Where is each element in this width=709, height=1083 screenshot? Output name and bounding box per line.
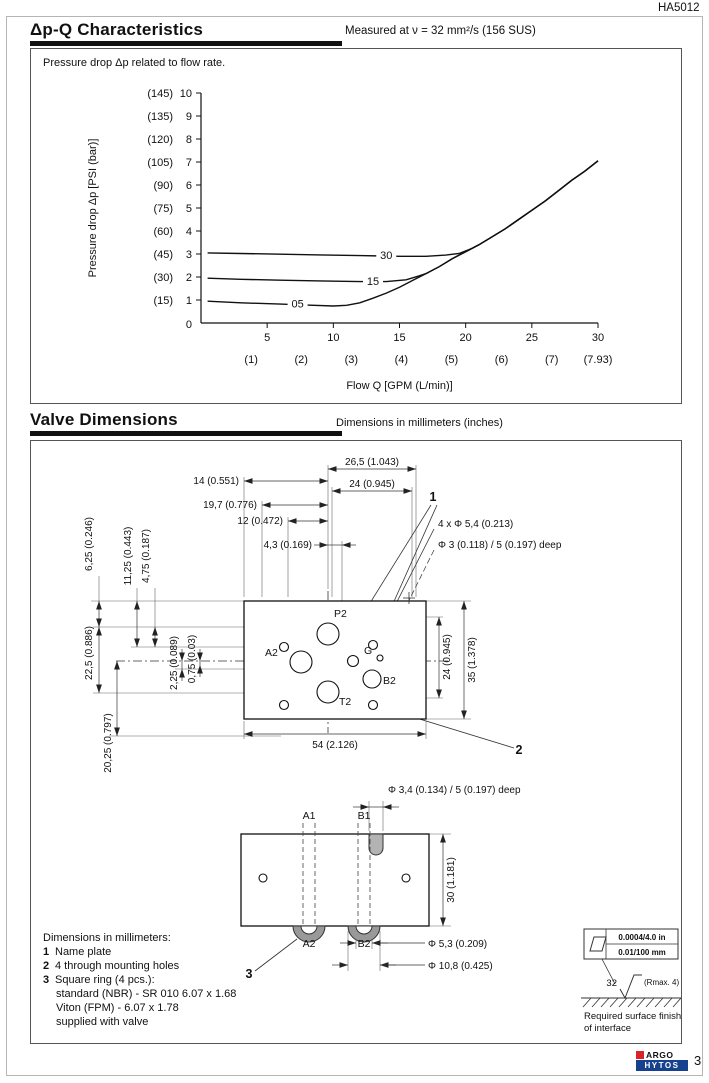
port-a2-hole bbox=[290, 651, 312, 673]
dim-4-75: 4,75 (0.187) bbox=[141, 529, 152, 583]
dim-22-5: 22,5 (0.886) bbox=[84, 626, 95, 680]
y-tick-label: 2 bbox=[185, 272, 192, 284]
mounting-hole bbox=[280, 701, 289, 710]
y-tick-label: 8 bbox=[185, 134, 192, 146]
port-p2-hole bbox=[317, 623, 339, 645]
valve-body-top-view bbox=[116, 591, 451, 733]
dim-24-right: 24 (0.945) bbox=[442, 634, 453, 680]
surface-caption-1: Required surface finish bbox=[584, 1011, 681, 1022]
section2-title-underline bbox=[30, 431, 342, 436]
dim-6-25: 6,25 (0.246) bbox=[84, 517, 95, 571]
y-tick-label: 7 bbox=[185, 157, 192, 169]
pq-chart bbox=[31, 49, 681, 403]
y-tick-label: 4 bbox=[185, 226, 192, 238]
section2-title: Valve Dimensions bbox=[30, 410, 178, 429]
document-number: HA5012 bbox=[658, 2, 700, 14]
logo-red-square-icon bbox=[636, 1051, 644, 1059]
logo-row-hytos: HYTOS bbox=[636, 1060, 688, 1071]
x-tick-label: 5 bbox=[264, 332, 271, 344]
roughness-check-icon bbox=[620, 975, 642, 998]
y-tick-label: 3 bbox=[185, 249, 192, 261]
section2-subtitle: Dimensions in millimeters (inches) bbox=[336, 417, 503, 429]
note-item-1: 1 Name plate bbox=[43, 946, 112, 958]
screw-hole bbox=[259, 874, 267, 882]
valve-bottom-view bbox=[241, 785, 521, 981]
x-gpm-label: (5) bbox=[444, 354, 459, 366]
y-tick-label: 1 bbox=[185, 295, 192, 307]
section1-title-underline bbox=[30, 41, 342, 46]
note-item-3c: supplied with valve bbox=[56, 1016, 149, 1028]
port-g-label: G bbox=[364, 645, 373, 657]
surface-finish-symbol bbox=[581, 929, 681, 1034]
port-b2-hole bbox=[363, 670, 381, 688]
dim-10-8: Φ 10,8 (0.425) bbox=[428, 961, 493, 972]
y-tick-psi-label: (90) bbox=[153, 180, 173, 192]
tolerance-mm: 0.01/100 mm bbox=[618, 948, 666, 957]
y-tick-psi-label: (30) bbox=[153, 272, 173, 284]
x-tick-label: 25 bbox=[525, 332, 538, 344]
y-tick-psi-label: (145) bbox=[147, 88, 173, 100]
note-item-3a: standard (NBR) - SR 010 6.07 x 1.68 bbox=[56, 988, 237, 1000]
valve-body-outline-2 bbox=[241, 834, 429, 926]
surface-caption-2: of interface bbox=[584, 1023, 631, 1034]
note-num-3: 3 bbox=[43, 974, 50, 986]
x-gpm-label: (7.93) bbox=[583, 354, 613, 366]
x-gpm-label: (6) bbox=[494, 354, 509, 366]
y-tick-psi-label: (75) bbox=[153, 203, 173, 215]
dim-30: 30 (1.181) bbox=[446, 857, 457, 903]
y-tick-psi-label: (60) bbox=[153, 226, 173, 238]
screw-hole bbox=[402, 874, 410, 882]
port-a1-label: A1 bbox=[302, 810, 316, 822]
curve-label-05: 05 bbox=[291, 298, 304, 311]
pin-slot bbox=[369, 834, 383, 855]
roughness-rmax: (Rmax. 4) bbox=[644, 978, 680, 987]
y-axis-title: Pressure drop Δp [PSI (bar)] bbox=[87, 138, 99, 278]
y-tick-label: 10 bbox=[179, 88, 192, 100]
logo-row-argo: ARGO bbox=[636, 1050, 688, 1060]
x-gpm-label: (7) bbox=[544, 354, 559, 366]
y-tick-psi-label: (135) bbox=[147, 111, 173, 123]
port-p2-label: P2 bbox=[334, 608, 347, 620]
notes-title: Dimensions in millimeters: bbox=[43, 932, 171, 944]
section1-title: Δp-Q Characteristics bbox=[30, 20, 204, 39]
mounting-hole bbox=[369, 701, 378, 710]
port-g-hole bbox=[348, 656, 359, 667]
note-item-3b: Viton (FPM) - 6.07 x 1.78 bbox=[56, 1002, 179, 1014]
dim-54: 54 (2.126) bbox=[312, 740, 358, 751]
note-num-1: 1 bbox=[43, 946, 50, 958]
note-item-2: 2 4 through mounting holes bbox=[43, 960, 180, 972]
measured-at-note: Measured at ν = 32 mm²/s (156 SUS) bbox=[345, 25, 536, 37]
dim-4-3: 4,3 (0.169) bbox=[263, 540, 312, 551]
mounting-hole bbox=[280, 643, 289, 652]
note-item-3: 3 Square ring (4 pcs.): bbox=[43, 974, 155, 986]
dim-locating-pin: Φ 3 (0.118) / 5 (0.197) deep bbox=[438, 540, 562, 551]
port-a2-label-2: A2 bbox=[302, 938, 316, 950]
x-gpm-label: (3) bbox=[344, 354, 359, 366]
dim-12: 12 (0.472) bbox=[237, 516, 283, 527]
port-b2-label-2: B2 bbox=[357, 938, 371, 950]
pq-chart-panel bbox=[30, 48, 682, 404]
dim-20-25: 20,25 (0.797) bbox=[103, 713, 114, 773]
dim-14: 14 (0.551) bbox=[193, 476, 239, 487]
valve-dimensions-panel bbox=[30, 440, 682, 1044]
port-b1-label: B1 bbox=[357, 810, 371, 822]
page-number: 3 bbox=[694, 1053, 702, 1068]
port-b2-label: B2 bbox=[383, 675, 396, 687]
notes-block bbox=[43, 931, 236, 1029]
origin-label: 0 bbox=[185, 319, 192, 331]
x-gpm-label: (1) bbox=[244, 354, 258, 366]
callout-3: 3 bbox=[245, 967, 253, 981]
y-tick-psi-label: (45) bbox=[153, 249, 173, 261]
y-tick-psi-label: (105) bbox=[147, 157, 173, 169]
callout-1: 1 bbox=[429, 490, 437, 504]
port-t2-hole bbox=[317, 681, 339, 703]
locating-pin-hole bbox=[377, 655, 383, 661]
y-tick-label: 9 bbox=[185, 111, 192, 123]
x-tick-label: 10 bbox=[327, 332, 340, 344]
dim-19-7: 19,7 (0.776) bbox=[203, 500, 257, 511]
argo-hytos-logo bbox=[636, 1050, 688, 1071]
dim-pin-2: Φ 3,4 (0.134) / 5 (0.197) deep bbox=[388, 785, 521, 796]
dim-2-25: 2,25 (0.089) bbox=[169, 636, 180, 690]
curve-label-30: 30 bbox=[380, 250, 393, 263]
x-axis-title: Flow Q [GPM (L/min)] bbox=[346, 380, 453, 392]
valve-top-view bbox=[84, 457, 562, 773]
chart-subtitle: Pressure drop Δp related to flow rate. bbox=[43, 57, 226, 69]
callout-2: 2 bbox=[515, 743, 523, 757]
x-tick-label: 20 bbox=[459, 332, 472, 344]
note-num-2: 2 bbox=[43, 960, 50, 972]
curve-label-15: 15 bbox=[366, 276, 380, 289]
dim-11-25: 11,25 (0.443) bbox=[123, 526, 134, 586]
x-tick-label: 15 bbox=[393, 332, 406, 344]
dim-24-top: 24 (0.945) bbox=[349, 479, 395, 490]
tolerance-inch: 0.0004/4.0 in bbox=[618, 933, 666, 942]
valve-body-bottom-view bbox=[241, 823, 429, 942]
hatching bbox=[583, 998, 681, 1007]
dim-26-5: 26,5 (1.043) bbox=[345, 457, 399, 468]
y-tick-label: 5 bbox=[185, 203, 192, 215]
dim-35: 35 (1.378) bbox=[467, 637, 478, 683]
curve-15 bbox=[208, 161, 598, 282]
x-gpm-label: (4) bbox=[394, 354, 409, 366]
port-a2-label: A2 bbox=[265, 647, 278, 659]
x-gpm-label: (2) bbox=[294, 354, 308, 366]
y-tick-label: 6 bbox=[185, 180, 192, 192]
curve-05 bbox=[208, 161, 598, 306]
port-t2-label: T2 bbox=[339, 696, 352, 708]
dim-5-3: Φ 5,3 (0.209) bbox=[428, 939, 488, 950]
dim-0-75: 0,75 (0.03) bbox=[187, 634, 198, 684]
dim-mounting-holes: 4 x Φ 5,4 (0.213) bbox=[438, 519, 514, 530]
y-tick-psi-label: (120) bbox=[147, 134, 173, 146]
x-tick-label: 30 bbox=[591, 332, 605, 344]
curve-30 bbox=[208, 161, 598, 256]
y-tick-psi-label: (15) bbox=[153, 295, 173, 307]
roughness-value: 32 bbox=[606, 978, 617, 989]
